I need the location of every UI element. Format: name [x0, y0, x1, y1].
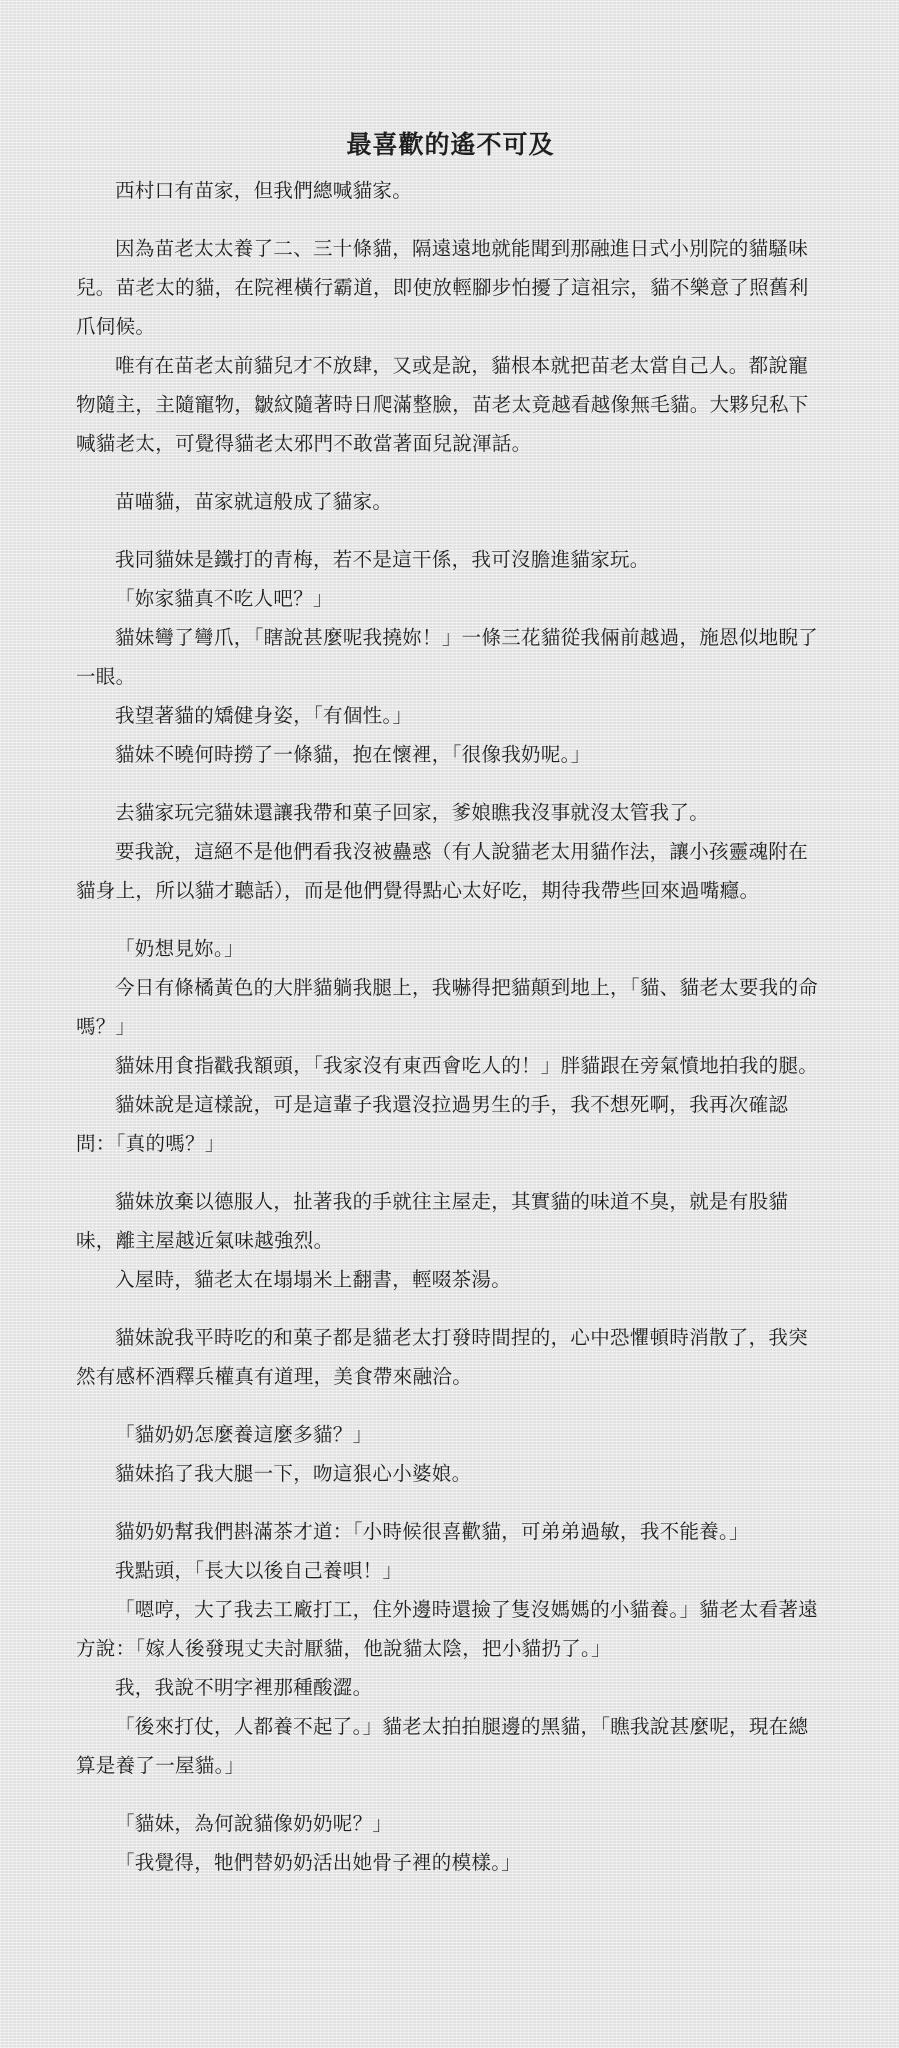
paragraph: 貓妹說是這樣說，可是這輩子我還沒拉過男生的手，我不想死啊，我再次確認問：「真的嗎？」 — [76, 1093, 789, 1155]
paragraph: 「貓妹，為何說貓像奶奶呢？」 — [115, 1812, 393, 1835]
paragraph: 西村口有苗家，但我們總喊貓家。 — [115, 179, 413, 202]
paragraph: 我同貓妹是鐵打的青梅，若不是這干係，我可沒膽進貓家玩。 — [115, 548, 650, 571]
paragraph: 因為苗老太太養了二、三十條貓，隔遠遠地就能聞到那融進日式小別院的貓騷味兒。苗老太的貓，在院裡橫行霸道，即使放輕腳步怕擾了這祖宗，貓不樂意了照舊利爪伺候。 — [76, 237, 809, 338]
paragraph: 「妳家貓真不吃人吧？」 — [115, 587, 333, 610]
paragraph: 我望著貓的矯健身姿，「有個性。」 — [115, 704, 413, 727]
paragraph: 貓妹說我平時吃的和菓子都是貓老太打發時間捏的，心中恐懼頓時消散了，我突然有感杯酒釋兵權真有道理，美食帶來融洽。 — [76, 1326, 809, 1388]
paragraph: 「後來打仗，人都養不起了。」貓老太拍拍腿邊的黑貓，「瞧我說甚麼呢，現在總算是養了一屋貓。」 — [76, 1715, 809, 1777]
paragraph: 去貓家玩完貓妹還讓我帶和菓子回家，爹娘瞧我沒事就沒太管我了。 — [115, 801, 710, 824]
paragraph: 今日有條橘黃色的大胖貓躺我腿上，我嚇得把貓顛到地上，「貓、貓老太要我的命嗎？」 — [76, 976, 819, 1038]
paragraph: 貓妹用食指戳我額頭，「我家沒有東西會吃人的！」胖貓跟在旁氣憤地拍我的腿。 — [115, 1054, 819, 1077]
paragraph: 「貓奶奶怎麼養這麼多貓？」 — [115, 1423, 373, 1446]
paragraph: 貓奶奶幫我們斟滿茶才道：「小時候很喜歡貓，可弟弟過敏，我不能養。」 — [115, 1520, 749, 1543]
article-body — [76, 171, 825, 1882]
paragraph: 苗喵貓，苗家就這般成了貓家。 — [115, 490, 393, 513]
paragraph: 貓妹放棄以德服人，扯著我的手就往主屋走，其實貓的味道不臭，就是有股貓味，離主屋越近氣味越強烈。 — [76, 1190, 789, 1252]
paragraph: 貓妹彎了彎爪，「瞎說甚麼呢我撓妳！」一條三花貓從我倆前越過，施恩似地睨了一眼。 — [76, 626, 819, 688]
article-title: 最喜歡的遙不可及 — [346, 130, 555, 159]
paragraph: 我，我說不明字裡那種酸澀。 — [115, 1676, 373, 1699]
paragraph: 要我說，這絕不是他們看我沒被蠱惑（有人說貓老太用貓作法，讓小孩靈魂附在貓身上，所以貓才聽話），而是他們覺得點心太好吃，期待我帶些回來過嘴癮。 — [76, 840, 809, 902]
paragraph: 「奶想見妳。」 — [115, 937, 244, 960]
paragraph: 唯有在苗老太前貓兒才不放肆，又或是說，貓根本就把苗老太當自己人。都說寵物隨主，主隨寵物，皺紋隨著時日爬滿整臉，苗老太竟越看越像無毛貓。大夥兒私下喊貓老太，可覺得貓老太邪門不敢當著面兒說渾話。 — [76, 354, 809, 455]
paragraph: 貓妹掐了我大腿一下，吻這狠心小婆娘。 — [115, 1462, 472, 1485]
paragraph: 貓妹不曉何時撈了一條貓，抱在懷裡，「很像我奶呢。」 — [115, 743, 591, 766]
paragraph: 「嗯哼，大了我去工廠打工，住外邊時還撿了隻沒媽媽的小貓養。」貓老太看著遠方說：「嫁人後發現丈夫討厭貓，他說貓太陰，把小貓扔了。」 — [76, 1598, 819, 1660]
paragraph: 「我覺得，牠們替奶奶活出她骨子裡的模樣。」 — [115, 1851, 522, 1874]
paragraph: 入屋時，貓老太在塌塌米上翻書，輕啜茶湯。 — [115, 1268, 512, 1291]
paragraph: 我點頭，「長大以後自己養唄！」 — [115, 1559, 403, 1582]
